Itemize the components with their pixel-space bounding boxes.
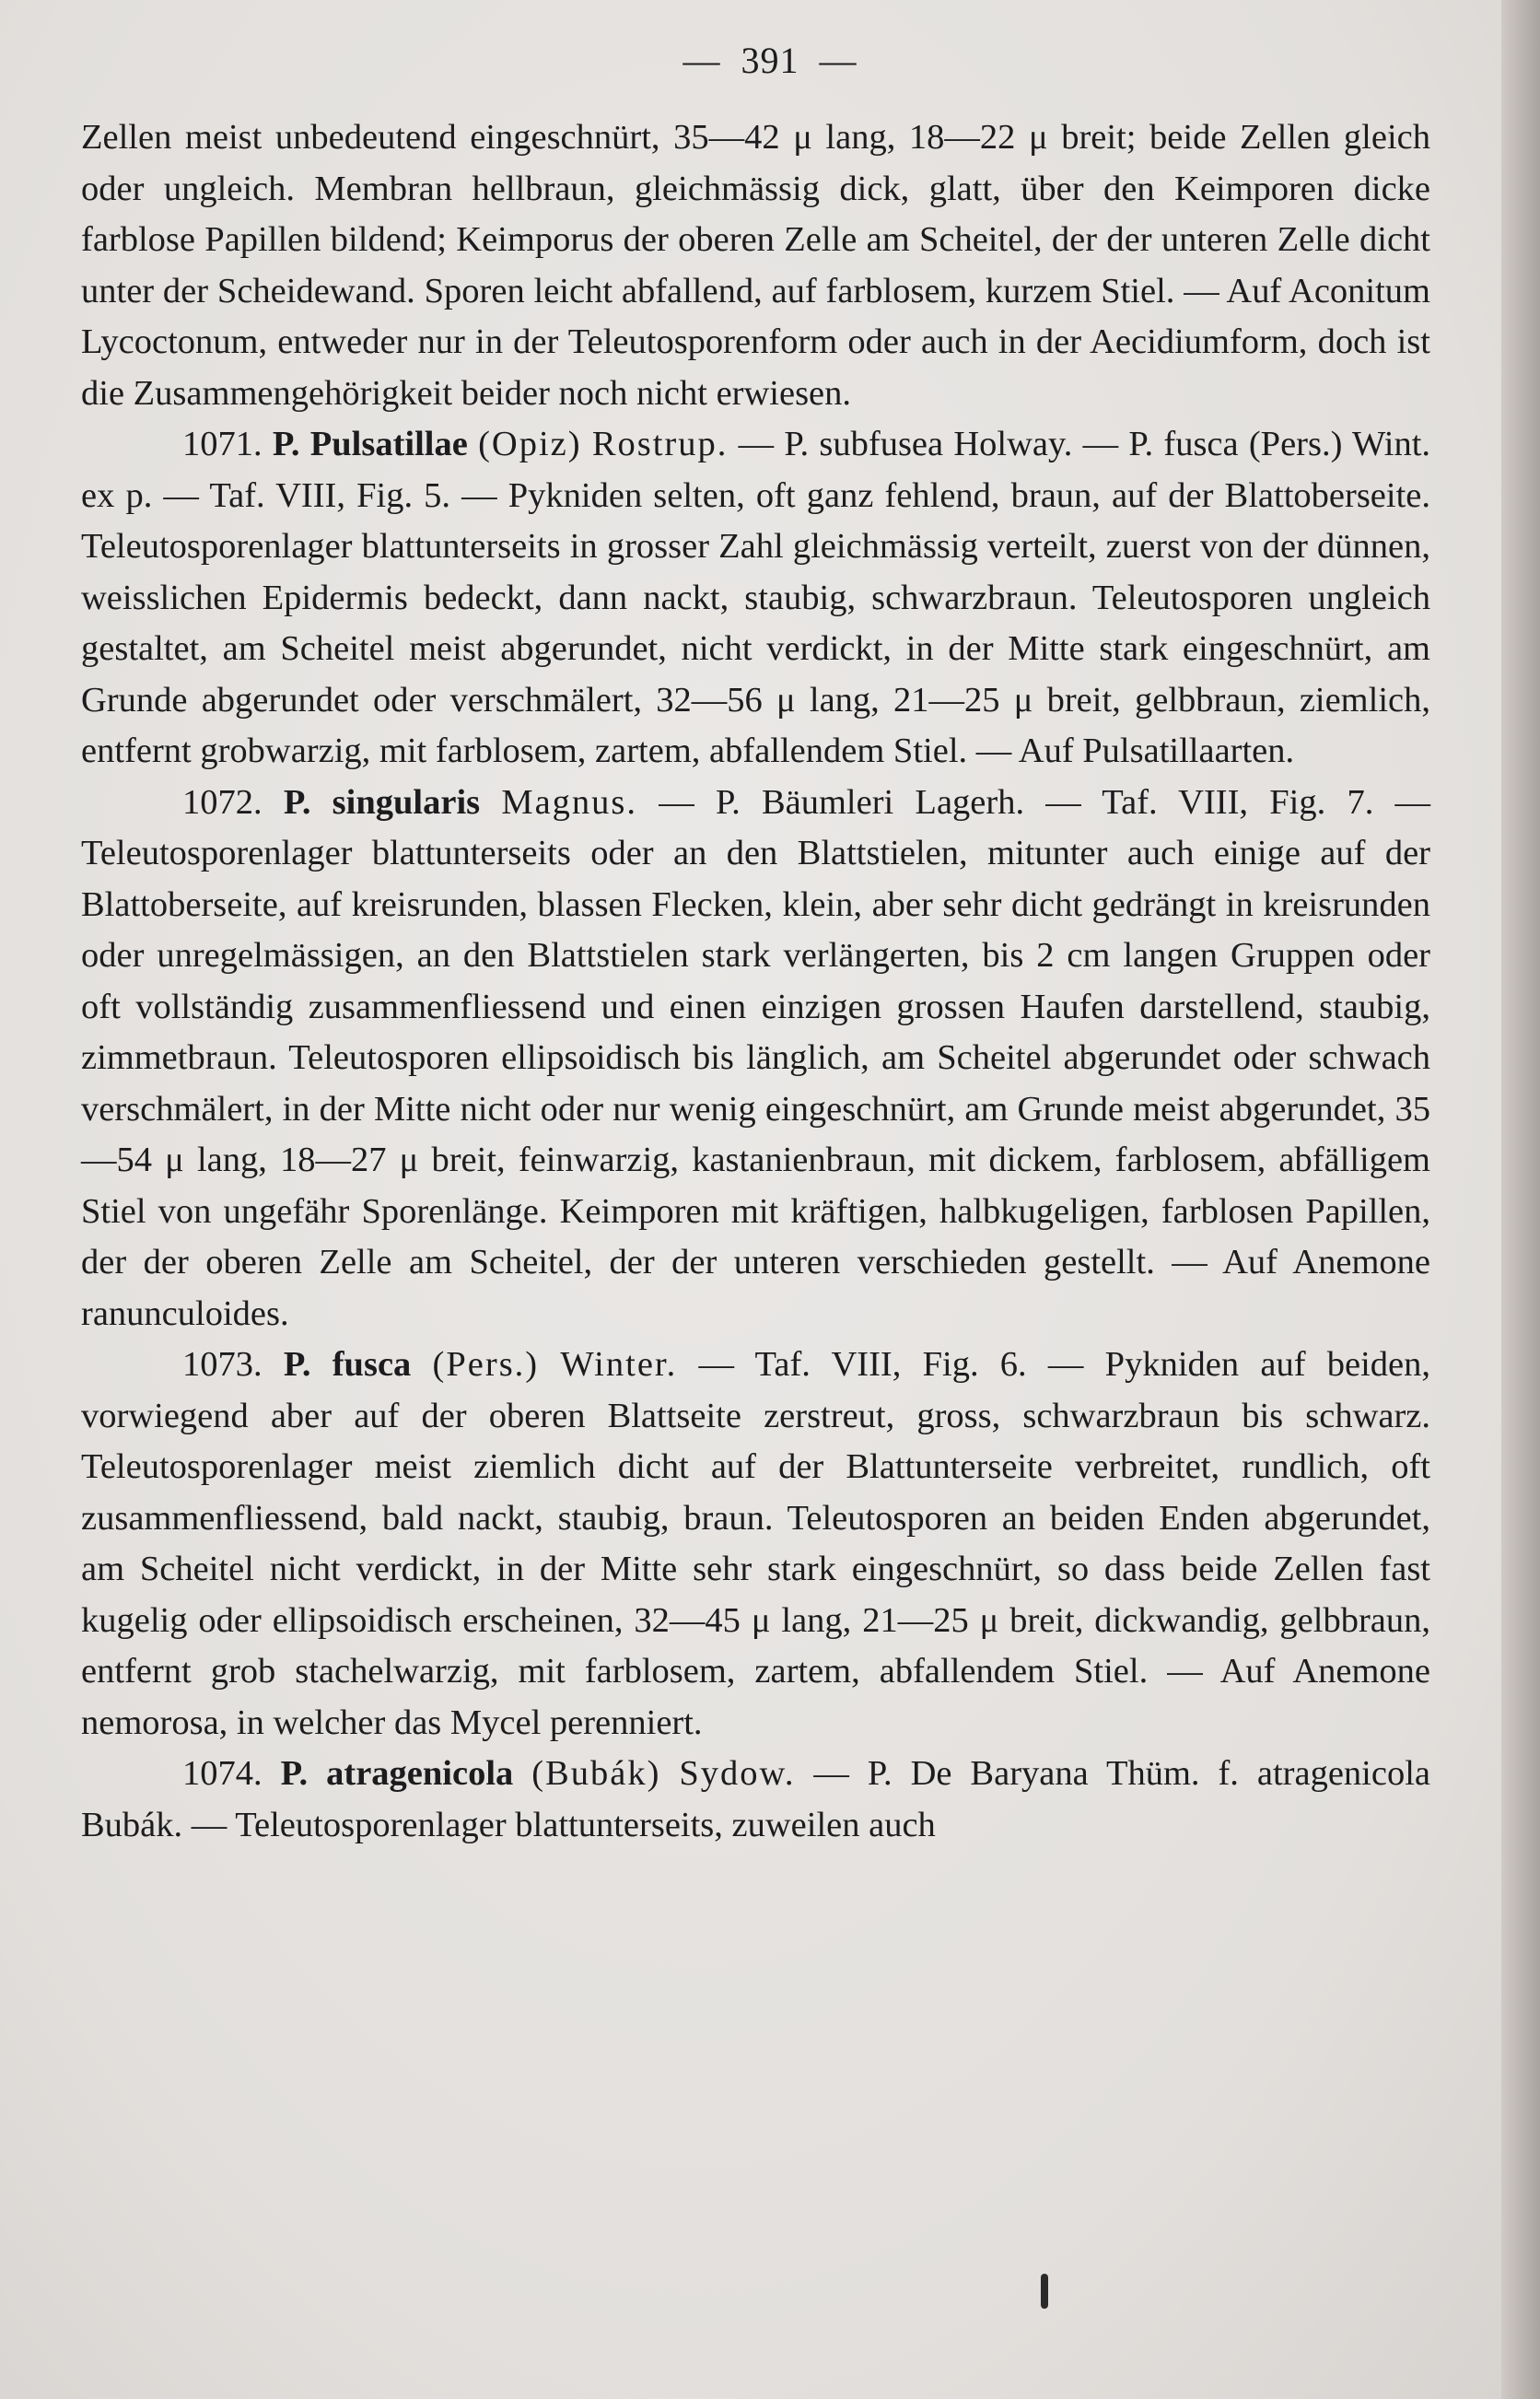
entry-number: 1072.	[182, 782, 262, 822]
page-header	[0, 39, 1540, 82]
entry-text: — Taf. VIII, Fig. 6. — Pykniden auf beiden, vorwiegend aber auf der oberen Blattseite zerstreut, gross, schwarzbraun bis schwarz. Teleutosporenlager meist ziemlich dicht auf der Blattunterseite verbreitet, rundlich, oft zusammenfliessend, bald nackt, staubig, braun. Teleutosporen an beiden Enden abgerundet, am Scheitel nicht verdickt, in der Mitte sehr stark eingeschnürt, so dass beide Zellen fast kugelig oder ellipsoidisch erscheinen, 32—45 μ lang, 21—25 μ breit, dickwandig, gelbbraun, entfernt grob stachelwarzig, mit farblosem, zartem, abfallendem Stiel. — Auf Anemone nemorosa, in welcher das Mycel perenniert.	[81, 1345, 1431, 1742]
page-body	[81, 112, 1430, 1851]
header-dash-left: —	[682, 40, 721, 81]
book-spine-edge	[1501, 0, 1540, 2399]
species-name: P. Pulsatillae	[272, 425, 468, 463]
header-dash-right: —	[819, 40, 858, 81]
author-prefix: (Opiz)	[478, 425, 582, 463]
species-name: P. singularis	[283, 782, 481, 822]
entry-text: — P. subfusea Holway. — P. fusca (Pers.) Wint. ex p. — Taf. VIII, Fig. 5. — Pykniden selten, oft ganz fehlend, braun, auf der Blattoberseite. Teleutosporenlager blattunterseits in grosser Zahl gleichmässig verteilt, zuerst von der dünnen, weisslichen Epidermis bedeckt, dann nackt, staubig, schwarzbraun. Teleutosporen ungleich gestaltet, am Scheitel meist abgerundet, nicht verdickt, in der Mitte stark eingeschnürt, am Grunde abgerundet oder verschmälert, 32—56 μ lang, 21—25 μ breit, gelbbraun, ziemlich, entfernt grobwarzig, mit farblosem, zartem, abfallendem Stiel. — Auf Pulsatillaarten.	[81, 425, 1431, 770]
ink-mark	[1041, 2274, 1048, 2309]
paragraph-text: Zellen meist unbedeutend eingeschnürt, 35—42 μ lang, 18—22 μ breit; beide Zellen gleich oder ungleich. Membran hellbraun, gleichmässig dick, glatt, über den Keimporen dicke farblose Papillen bildend; Keimporus der oberen Zelle am Scheitel, der der unteren Zelle dicht unter der Scheidewand. Sporen leicht abfallend, auf farblosem, kurzem Stiel. — Auf Aconitum Lycoctonum, entweder nur in der Teleutosporenform oder auch in der Aecidiumform, doch ist die Zusammengehörigkeit beider noch nicht erwiesen.	[81, 118, 1430, 413]
author-prefix: (Bubák)	[531, 1754, 661, 1793]
entry-text: — P. Bäumleri Lagerh. — Taf. VIII, Fig. 7. — Teleutosporenlager blattunterseits oder an den Blattstielen, mitunter auch einige auf der Blattoberseite, auf kreisrunden, blassen Flecken, klein, aber sehr dicht gedrängt in kreisrunden oder unregelmässigen, an den Blattstielen stark verlängerten, bis 2 cm langen Gruppen oder oft vollständig zusammenfliessend und einen einzigen grossen Haufen darstellend, staubig, zimmetbraun. Teleutosporen ellipsoidisch bis länglich, am Scheitel abgerundet oder schwach verschmälert, in der Mitte nicht oder nur wenig eingeschnürt, am Grunde meist abgerundet, 35—54 μ lang, 18—27 μ breit, feinwarzig, kastanienbraun, mit dickem, farblosem, abfälligem Stiel von ungefähr Sporenlänge. Keimporen mit kräftigen, halbkugeligen, farblosen Papillen, der der oberen Zelle am Scheitel, der der unteren verschieden gestellt. — Auf Anemone ranunculoides.	[81, 782, 1431, 1333]
entry-number: 1071.	[182, 425, 262, 463]
species-name: P. atragenicola	[280, 1754, 514, 1793]
author-prefix: (Pers.)	[432, 1345, 540, 1384]
author-name: Winter.	[560, 1345, 678, 1384]
entry-number: 1073.	[182, 1345, 262, 1384]
species-name: P. fusca	[283, 1345, 412, 1384]
author-name: Rostrup.	[591, 425, 729, 463]
entry-1072	[81, 778, 1430, 1340]
entry-text: — P. De Baryana Thüm. f. atragenicola Bubák. — Teleutosporenlager blattunterseits, zuweilen auch	[81, 1754, 1430, 1844]
entry-number: 1074.	[182, 1754, 262, 1793]
paragraph-continuation	[81, 112, 1430, 419]
entry-1071	[81, 419, 1430, 778]
page-number: 391	[741, 40, 799, 81]
entry-1074	[81, 1749, 1430, 1851]
entry-1073	[81, 1340, 1430, 1749]
author-name: Magnus.	[501, 782, 638, 822]
author-name: Sydow.	[679, 1754, 796, 1793]
